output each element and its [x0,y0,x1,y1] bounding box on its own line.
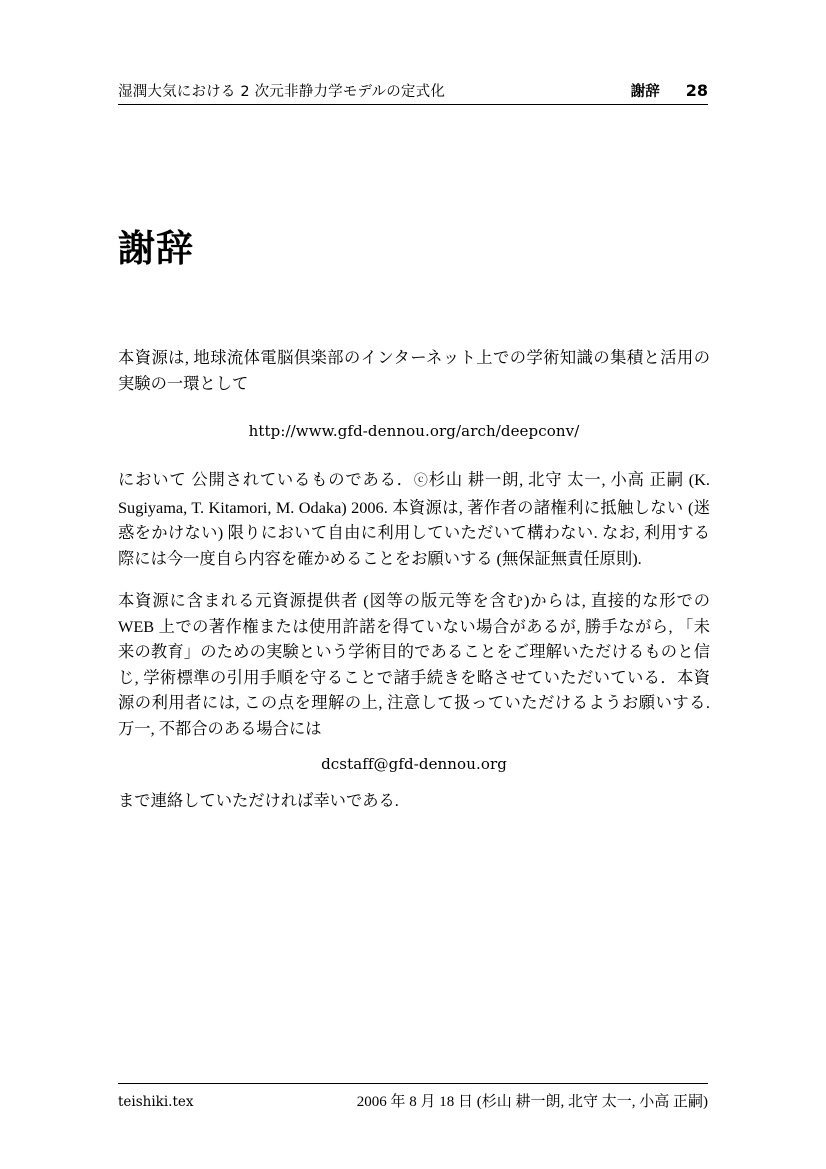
intro-paragraph: 本資源は, 地球流体電脳倶楽部のインターネット上での学術知識の集積と活用の実験の一環として [118,348,710,393]
running-header-section: 謝辞 [630,84,660,100]
contact-email[interactable]: dcstaff@gfd-dennou.org [321,755,507,773]
page-title: 謝辞 [118,227,194,270]
running-header [118,80,708,101]
source-filename: teishiki.tex [118,1094,194,1110]
footer-rule [118,1083,708,1084]
header-rule [118,104,708,105]
project-url[interactable]: http://www.gfd-dennou.org/arch/deepconv/ [248,422,580,440]
license-paragraph [118,467,710,571]
document-body [118,345,710,831]
running-header-title: 湿潤大気における 2 次元非静力学モデルの定式化 [118,84,446,100]
page-number: 28 [685,81,708,100]
license-body: 杉山 耕一朗, 北守 太一, 小高 正嗣 (K. Sugiyama, T. Kitamori, M. Odaka) 2006. 本資源は, 著作者の諸権利に抵触しない (迷惑をかけない) 限りにおいて自由に利用していただいて構わない. なお, 利用する際には今一度自ら内容を確かめることをお願いする (無保証無責任原則). [118,470,711,568]
running-header-right [631,80,708,101]
footer-date-authors: 2006 年 8 月 18 日 (杉山 耕一朗, 北守 太一, 小高 正嗣) [356,1094,708,1110]
license-prefix: において 公開されているものである． [118,470,414,489]
project-url-line [118,422,710,441]
contact-email-line [118,755,710,774]
running-footer [118,1090,708,1111]
notice-paragraph: 本資源に含まれる元資源提供者 (図等の版元等を含む)からは, 直接的な形での WEB 上での著作権または使用許諾を得ていない場合があるが, 勝手ながら, 「未来の教育」のための実験という学術目的であることをご理解いただけるものと信じ, 学術標準の引用手順を守ることで諸手続きを略させていただいている．本資源の利用者には, この点を理解の上, 注意して扱っていただけるようお願いする. 万一, 不都合のある場合には [118,591,710,738]
closing-paragraph: まで連絡していただければ幸いである. [118,791,399,810]
copyright-icon: ⓒ [413,473,429,489]
